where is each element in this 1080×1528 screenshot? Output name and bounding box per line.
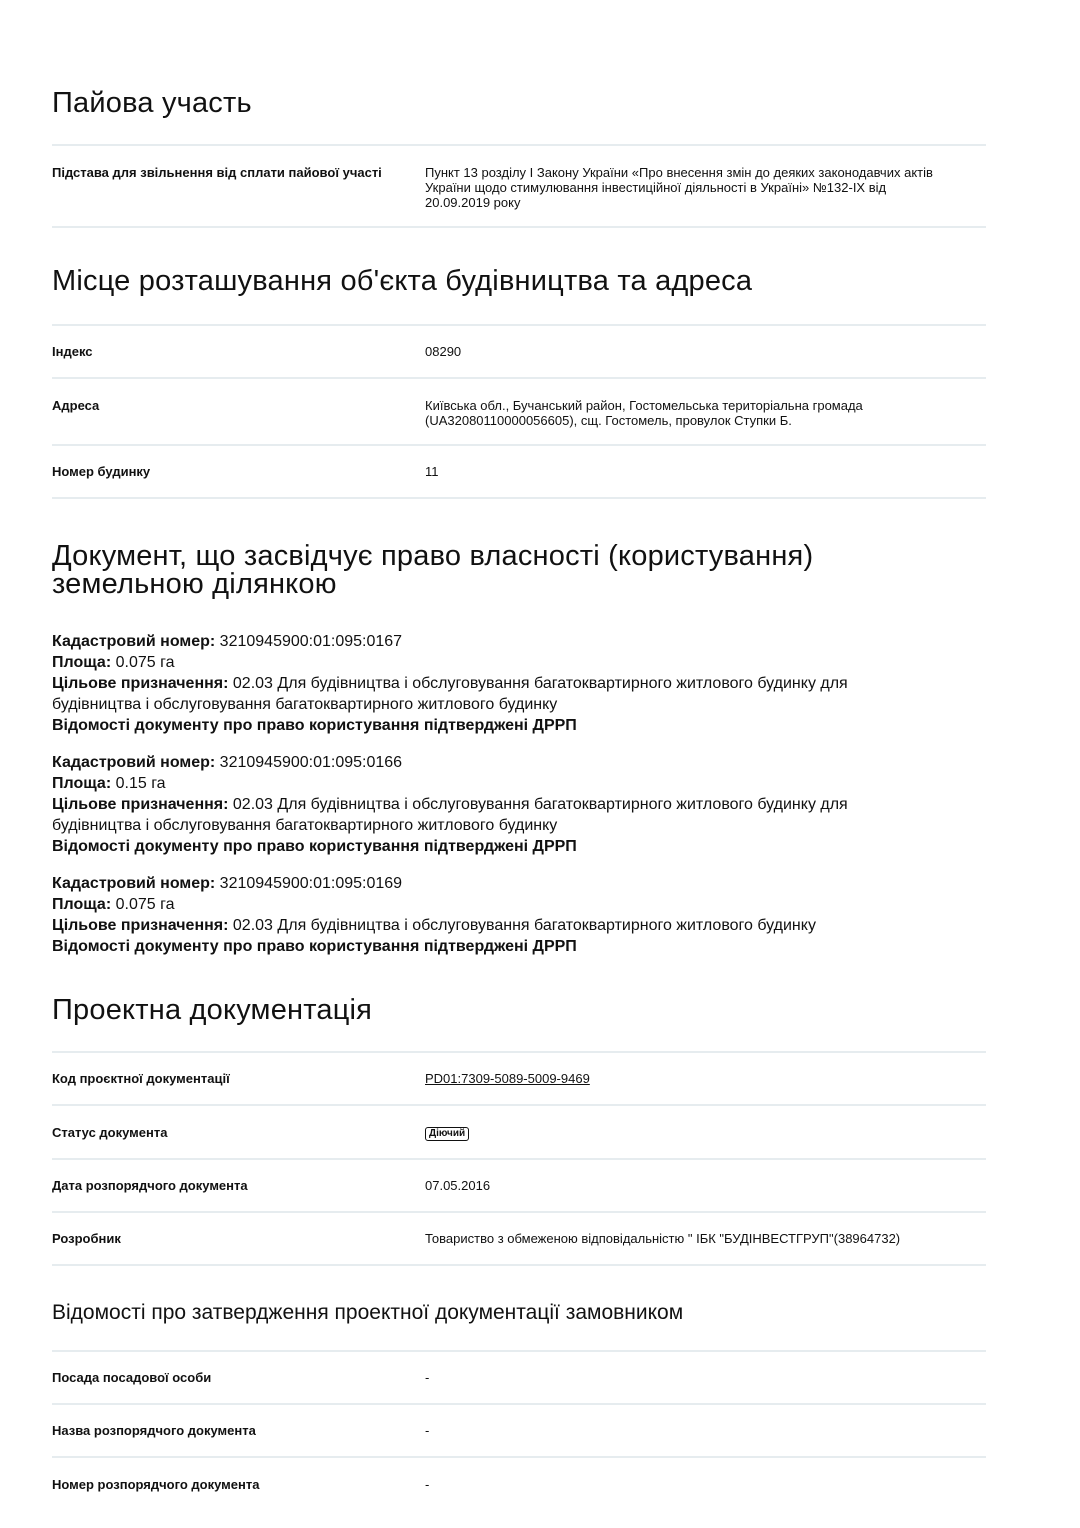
cadastral-label: Кадастровий номер: [52,754,216,771]
area-label: Площа: [52,654,112,671]
exemption-value: Пункт 13 розділу І Закону України «Про внесення змін до деяких законодавчих актів України щодо стимулювання інвестиційної діяльності в Україні» №132-IX від 20.09.2019 року [425,165,933,210]
section-title-share: Пайова участь [52,87,252,119]
cadastral-label: Кадастровий номер: [52,633,216,650]
area-value: 0.075 га [115,654,175,671]
developer-label: Розробник [52,1231,121,1246]
status-badge: Діючий [425,1127,469,1141]
table-row [52,1053,986,1106]
table-row [52,379,986,446]
official-position-label: Посада посадової особи [52,1370,212,1385]
cadastral-label: Кадастровий номер: [52,875,216,892]
land-plot [52,752,986,857]
order-name-value: - [425,1423,430,1438]
purpose-label: Цільове призначення: [52,796,229,813]
area-label: Площа: [52,896,112,913]
order-number-value: - [425,1477,430,1492]
index-label: Індекс [52,344,93,359]
cadastral-value: 3210945900:01:095:0169 [219,875,403,892]
drrp-confirmation: Відомості документу про право користування підтверджені ДРРП [52,938,577,955]
purpose-value: 02.03 Для будівництва і обслуговування багатоквартирного житлового будинку для [232,796,848,813]
status-label: Статус документа [52,1124,168,1140]
table-row [52,1405,986,1458]
house-number-value: 11 [425,464,439,479]
table-row [52,1458,986,1511]
purpose-value: 02.03 Для будівництва і обслуговування багатоквартирного житлового будинку [232,917,816,934]
section-title-project-doc: Проектна документація [52,994,373,1026]
land-plot [52,631,986,736]
purpose-value-cont: будівництва і обслуговування багатоквартирного житлового будинку [52,696,558,713]
cadastral-value: 3210945900:01:095:0167 [219,633,403,650]
table-row [52,446,986,499]
project-code-label: Код проєктної документації [52,1071,230,1086]
order-name-label: Назва розпорядчого документа [52,1423,256,1438]
house-number-label: Номер будинку [52,464,151,479]
document-content [52,0,986,1511]
area-label: Площа: [52,775,112,792]
order-number-label: Номер розпорядчого документа [52,1477,260,1492]
order-date-label: Дата розпорядчого документа [52,1178,248,1193]
share-table [52,144,986,228]
table-row [52,326,986,379]
project-code-link[interactable]: PD01:7309-5089-5009-9469 [425,1071,590,1086]
drrp-confirmation: Відомості документу про право користування підтверджені ДРРП [52,838,577,855]
approval-table [52,1350,986,1511]
developer-value: Товариство з обмеженою відповідальністю " ІБК "БУДІНВЕСТГРУП"(38964732) [425,1231,901,1246]
official-position-value: - [425,1370,430,1385]
table-row [52,1213,986,1266]
purpose-value: 02.03 Для будівництва і обслуговування багатоквартирного житлового будинку для [232,675,848,692]
purpose-label: Цільове призначення: [52,917,229,934]
purpose-label: Цільове призначення: [52,675,229,692]
order-date-value: 07.05.2016 [425,1178,491,1193]
cadastral-value: 3210945900:01:095:0166 [219,754,403,771]
table-row [52,146,986,228]
table-row [52,1160,986,1213]
section-title-land-doc: Документ, що засвідчує право власності (користування) земельною ділянкою [52,540,814,600]
address-value: Київська обл., Бучанський район, Гостомельська територіальна громада (UA32080110000056605), сщ. Гостомель, провулок Ступки Б. [425,398,863,428]
location-table [52,324,986,499]
index-value: 08290 [425,344,462,359]
table-row [52,1106,986,1160]
section-title-location: Місце розташування об'єкта будівництва та адреса [52,265,753,297]
purpose-value-cont: будівництва і обслуговування багатоквартирного житлового будинку [52,817,558,834]
area-value: 0.075 га [115,896,175,913]
exemption-label: Підстава для звільнення від сплати пайової участі [52,165,382,180]
address-label: Адреса [52,398,100,413]
area-value: 0.15 га [115,775,166,792]
drrp-confirmation: Відомості документу про право користування підтверджені ДРРП [52,717,577,734]
land-plot [52,873,986,957]
table-row [52,1352,986,1405]
section-title-approval: Відомості про затвердження проектної документації замовником [52,1301,684,1324]
project-doc-table [52,1051,986,1266]
